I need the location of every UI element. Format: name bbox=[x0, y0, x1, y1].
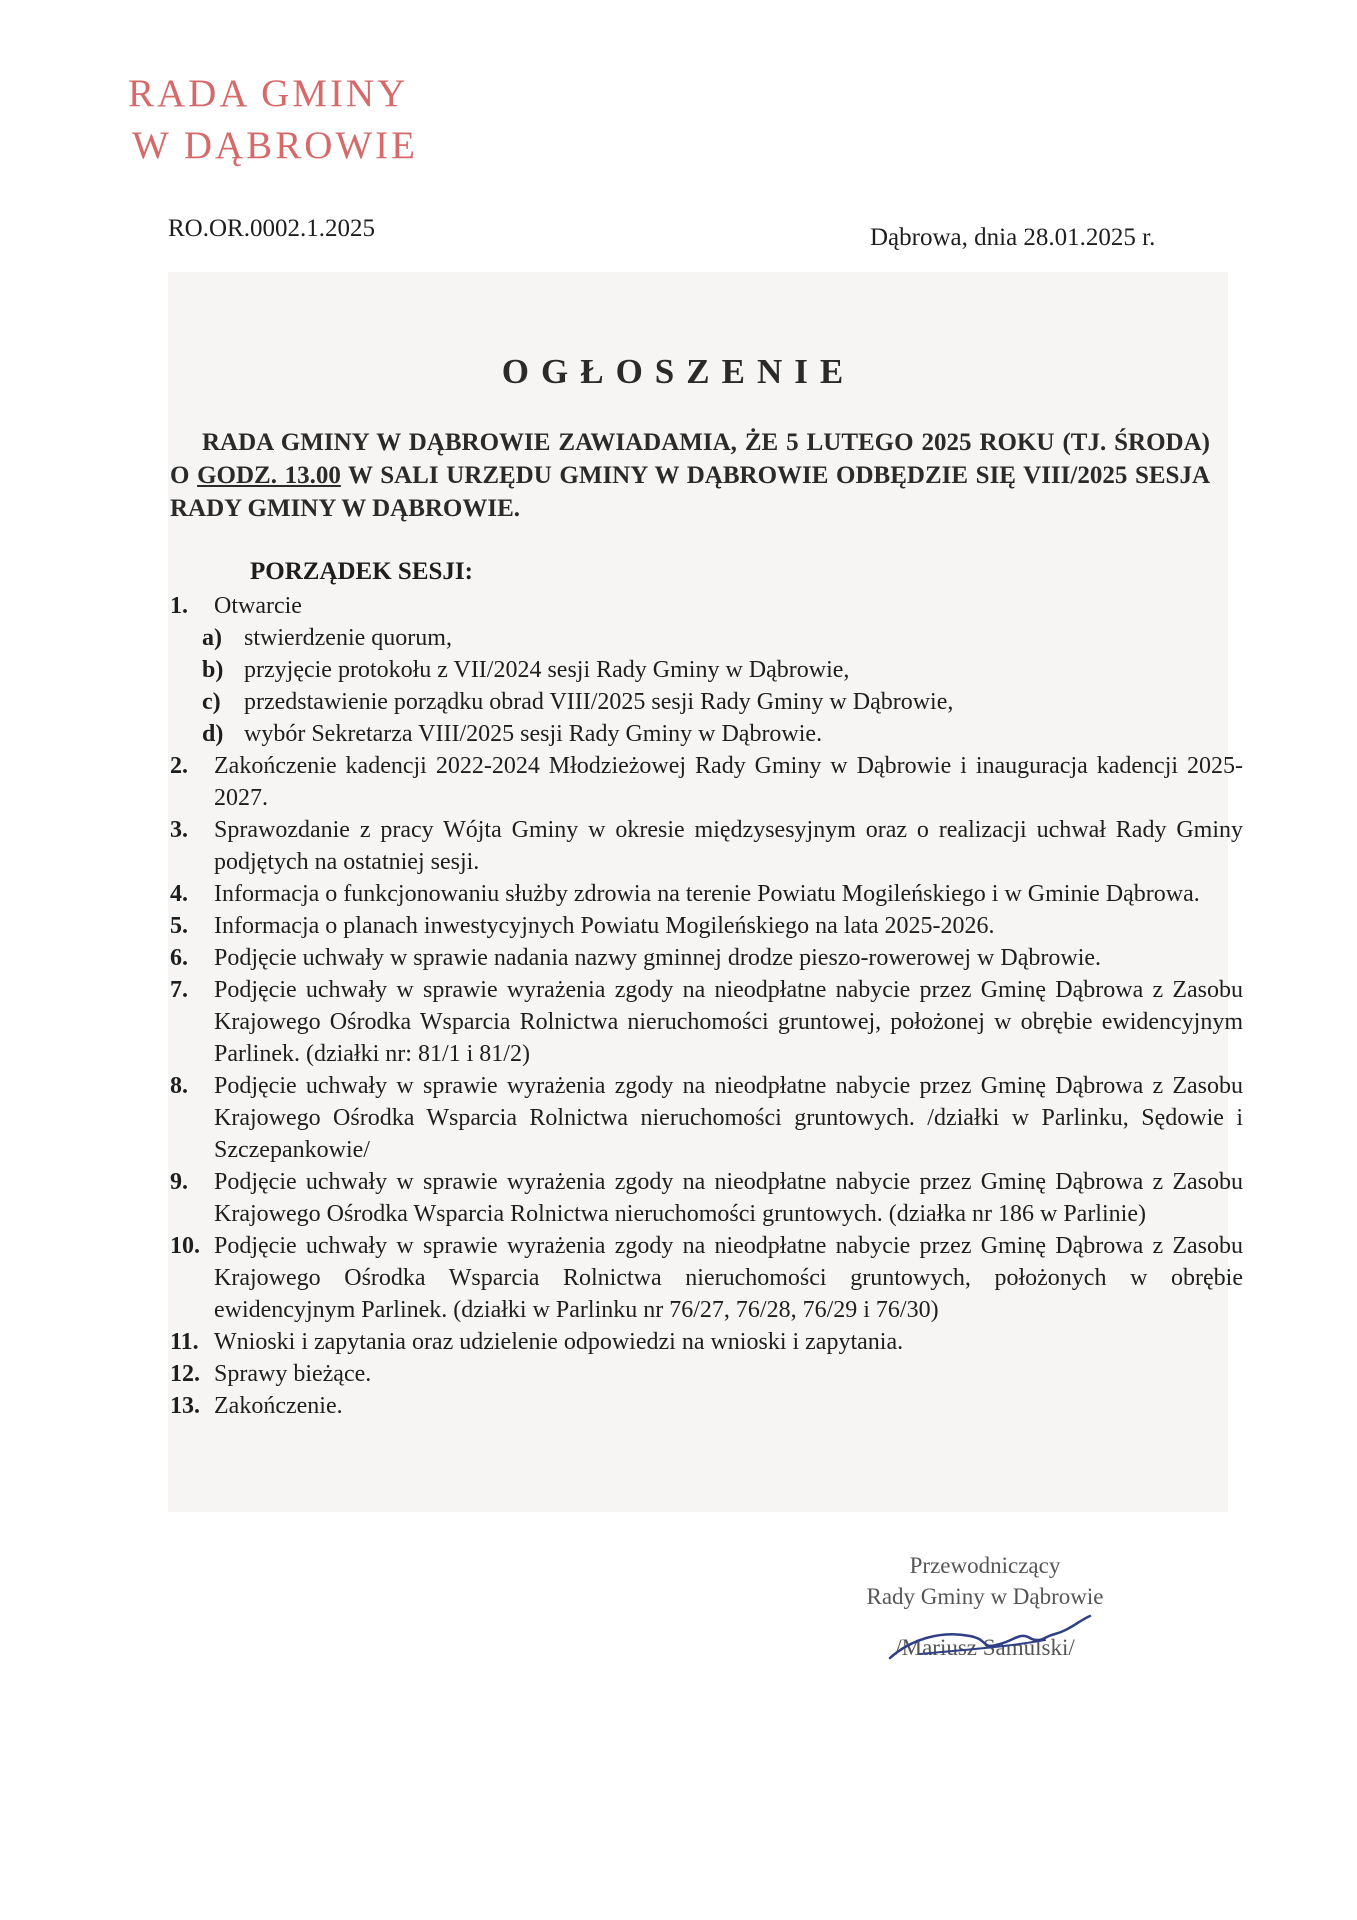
stamp-line-1: RADA GMINY bbox=[128, 72, 409, 115]
agenda-number: 2. bbox=[170, 753, 188, 779]
agenda-text: Wnioski i zapytania oraz udzielenie odpowiedzi na wnioski i zapytania. bbox=[214, 1329, 904, 1355]
agenda-number: 7. bbox=[170, 977, 188, 1003]
agenda-text: Zakończenie kadencji 2022-2024 Młodzieżowej Rady Gminy w Dąbrowie i inauguracja kadencji 2025-2027. bbox=[214, 753, 1243, 811]
sub-letter: a) bbox=[202, 625, 222, 651]
page-title: OGŁOSZENIE bbox=[501, 352, 856, 391]
agenda-item bbox=[168, 1358, 1243, 1390]
announcement-text bbox=[170, 426, 1210, 525]
agenda-number: 9. bbox=[170, 1169, 188, 1195]
agenda-number: 8. bbox=[170, 1073, 188, 1099]
handwritten-signature bbox=[880, 1610, 1100, 1670]
agenda-item bbox=[168, 942, 1243, 974]
sub-letter: d) bbox=[202, 721, 224, 747]
sub-text: wybór Sekretarza VIII/2025 sesji Rady Gminy w Dąbrowie. bbox=[244, 721, 823, 747]
sub-letter: c) bbox=[202, 689, 221, 715]
document-date: Dąbrowa, dnia 28.01.2025 r. bbox=[870, 224, 1156, 251]
agenda-title: PORZĄDEK SESJI: bbox=[250, 558, 473, 585]
agenda-item bbox=[168, 590, 1243, 622]
announcement-part-2: W SALI URZĘDU GMINY W DĄBROWIE ODBĘDZIE SIĘ VIII/2025 SESJA RADY GMINY W DĄBROWIE. bbox=[170, 462, 1211, 522]
agenda-text: Zakończenie. bbox=[214, 1393, 343, 1419]
agenda-number: 11. bbox=[170, 1329, 199, 1355]
agenda-text: Podjęcie uchwały w sprawie nadania nazwy gminnej drodze pieszo-rowerowej w Dąbrowie. bbox=[214, 945, 1102, 971]
agenda-number: 10. bbox=[170, 1233, 200, 1259]
agenda-number: 13. bbox=[170, 1393, 200, 1419]
sub-text: stwierdzenie quorum, bbox=[244, 625, 452, 651]
agenda-text: Podjęcie uchwały w sprawie wyrażenia zgody na nieodpłatne nabycie przez Gminę Dąbrowa z Zasobu Krajowego Ośrodka Wsparcia Rolnictwa nieruchomości gruntowej, położonej w obrębie ewidencyjnym Parlinek. (działki nr: 81/1 i 81/2) bbox=[214, 977, 1243, 1067]
agenda-item bbox=[168, 1326, 1243, 1358]
agenda-item bbox=[168, 910, 1243, 942]
agenda-number: 6. bbox=[170, 945, 188, 971]
agenda-item bbox=[168, 750, 1243, 814]
signature-name: /Mariusz Samulski/ bbox=[895, 1635, 1075, 1660]
agenda-number: 4. bbox=[170, 881, 188, 907]
agenda-text: Podjęcie uchwały w sprawie wyrażenia zgody na nieodpłatne nabycie przez Gminę Dąbrowa z Zasobu Krajowego Ośrodka Wsparcia Rolnictwa nieruchomości gruntowych. (działka nr 186 w Parlinie) bbox=[214, 1169, 1243, 1227]
agenda-item bbox=[168, 1230, 1243, 1326]
reference-number: RO.OR.0002.1.2025 bbox=[168, 215, 375, 242]
stamp-line-2: W DĄBROWIE bbox=[132, 124, 418, 167]
agenda-item bbox=[168, 1166, 1243, 1230]
agenda-text: Sprawy bieżące. bbox=[214, 1361, 372, 1387]
agenda-item bbox=[168, 1070, 1243, 1166]
agenda-text: Podjęcie uchwały w sprawie wyrażenia zgody na nieodpłatne nabycie przez Gminę Dąbrowa z Zasobu Krajowego Ośrodka Wsparcia Rolnictwa nieruchomości gruntowych, położonych w obrębie ewidencyjnym Parlinek. (działki w Parlinku nr 76/27, 76/28, 76/29 i 76/30) bbox=[214, 1233, 1243, 1323]
sub-letter: b) bbox=[202, 657, 224, 683]
signature-role: Przewodniczący bbox=[909, 1553, 1061, 1578]
agenda-text: Informacja o funkcjonowaniu służby zdrowia na terenie Powiatu Mogileńskiego i w Gminie Dąbrowa. bbox=[214, 881, 1200, 907]
sub-text: przyjęcie protokołu z VII/2024 sesji Rady Gminy w Dąbrowie, bbox=[244, 657, 850, 683]
agenda-text: Informacja o planach inwestycyjnych Powiatu Mogileńskiego na lata 2025-2026. bbox=[214, 913, 995, 939]
council-stamp bbox=[128, 68, 418, 172]
agenda-item bbox=[168, 814, 1243, 878]
agenda-sub-item bbox=[168, 718, 1243, 750]
agenda-number: 12. bbox=[170, 1361, 200, 1387]
agenda-item bbox=[168, 1390, 1243, 1422]
agenda-item bbox=[168, 974, 1243, 1070]
announcement-time: GODZ. 13.00 bbox=[197, 462, 341, 489]
agenda-text: Otwarcie bbox=[214, 593, 302, 619]
signature-body: Rady Gminy w Dąbrowie bbox=[866, 1584, 1104, 1609]
sub-text: przedstawienie porządku obrad VIII/2025 sesji Rady Gminy w Dąbrowie, bbox=[244, 689, 954, 715]
agenda-sub-item bbox=[168, 686, 1243, 718]
agenda-number: 5. bbox=[170, 913, 188, 939]
agenda-number: 1. bbox=[170, 593, 188, 619]
agenda-number: 3. bbox=[170, 817, 188, 843]
agenda-text: Sprawozdanie z pracy Wójta Gminy w okresie międzysesyjnym oraz o realizacji uchwał Rady Gminy podjętych na ostatniej sesji. bbox=[214, 817, 1243, 875]
announcement-part-1: RADA GMINY W DĄBROWIE ZAWIADAMIA, ŻE 5 LUTEGO 2025 ROKU (TJ. ŚRODA) O bbox=[170, 429, 1210, 489]
agenda-sub-item bbox=[168, 654, 1243, 686]
agenda-list bbox=[168, 590, 1243, 1422]
agenda-item bbox=[168, 878, 1243, 910]
agenda-text: Podjęcie uchwały w sprawie wyrażenia zgody na nieodpłatne nabycie przez Gminę Dąbrowa z Zasobu Krajowego Ośrodka Wsparcia Rolnictwa nieruchomości gruntowych. /działki w Parlinku, Sędowie i Szczepankowie/ bbox=[214, 1073, 1243, 1163]
agenda-sub-item bbox=[168, 622, 1243, 654]
